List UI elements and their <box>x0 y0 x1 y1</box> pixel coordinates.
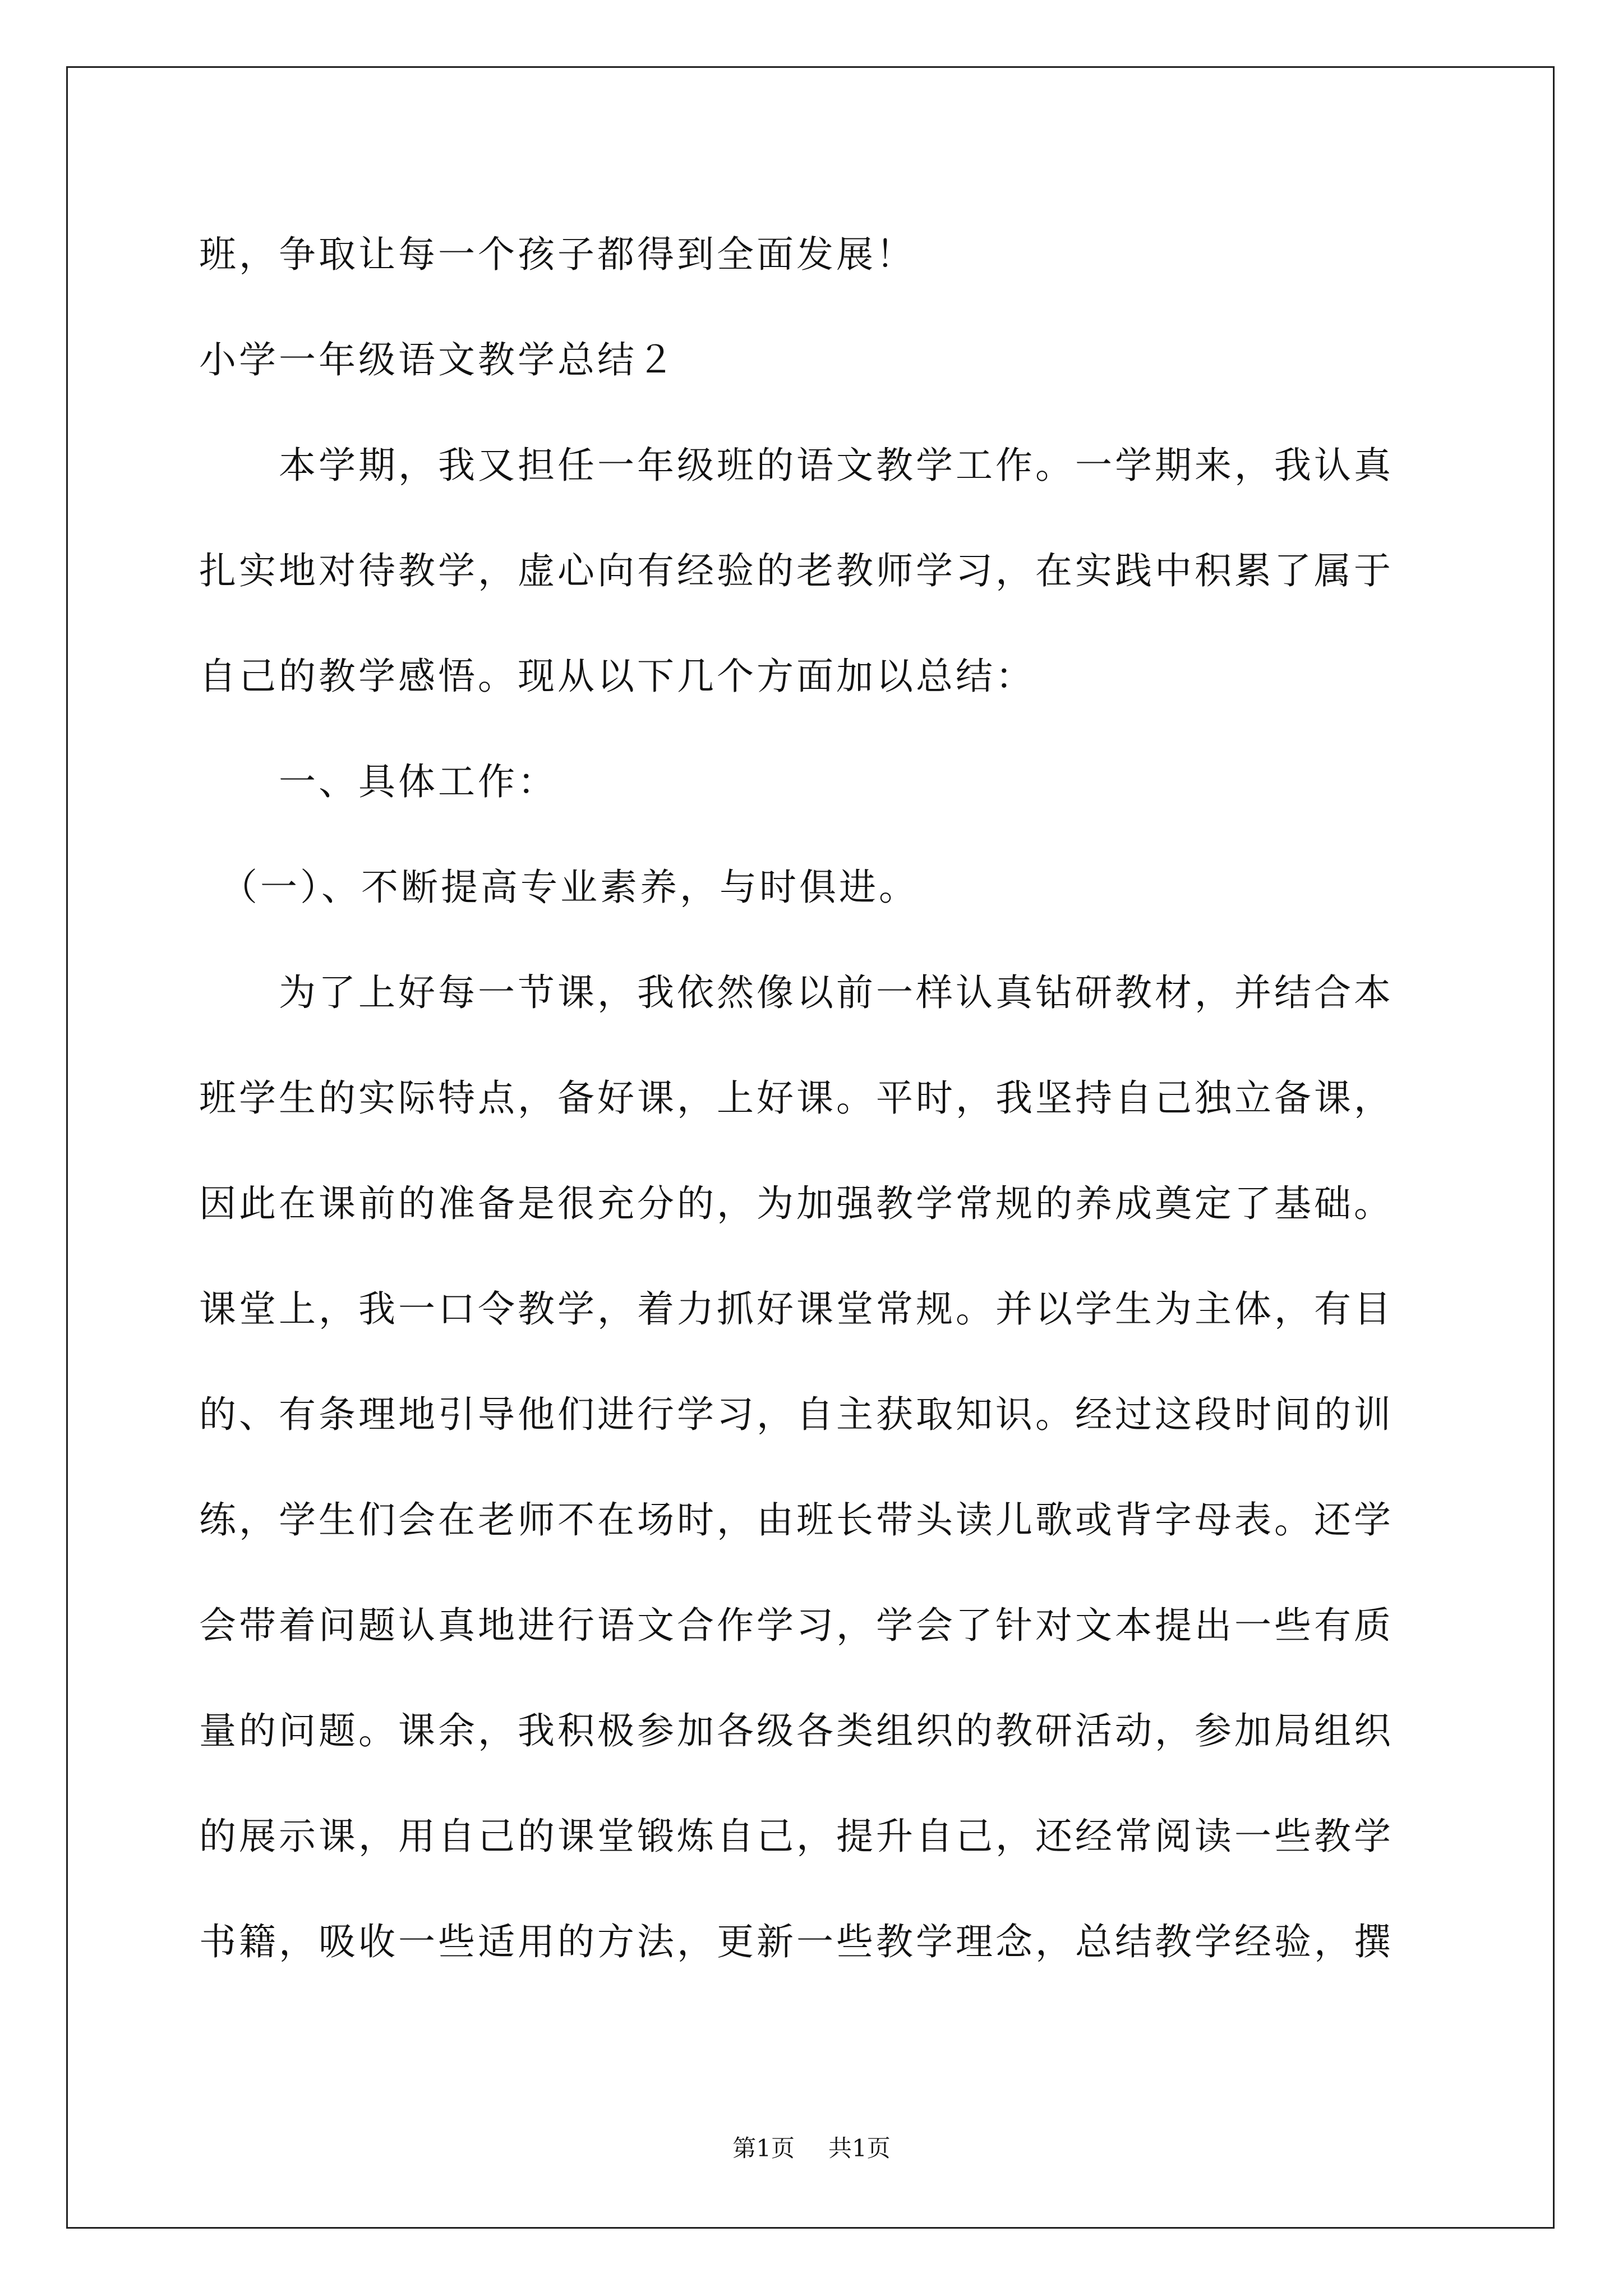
text-line: 本学期，我又担任一年级班的语文教学工作。一学期来，我认真 <box>199 444 1394 487</box>
page-footer <box>0 2132 1623 2165</box>
document-body <box>199 202 1433 1995</box>
text-line: 因此在课前的准备是很充分的，为加强教学常规的养成奠定了基础。 <box>199 1182 1394 1225</box>
text-line: 量的问题。课余，我积极参加各级各类组织的教研活动，参加局组织 <box>199 1709 1394 1752</box>
subheading: （一）、不断提高专业素养，与时俱进。 <box>199 866 919 909</box>
text-line: 练，学生们会在老师不在场时，由班长带头读儿歌或背字母表。还学 <box>199 1498 1394 1542</box>
text-line: 扎实地对待教学，虚心向有经验的老教师学习，在实践中积累了属于 <box>199 549 1394 592</box>
text-line: 为了上好每一节课，我依然像以前一样认真钻研教材，并结合本 <box>199 971 1394 1014</box>
text-line: 自己的教学感悟。现从以下几个方面加以总结： <box>199 655 1035 698</box>
subheading: 一、具体工作： <box>199 760 557 803</box>
text-line: 班，争取让每一个孩子都得到全面发展！ <box>199 233 916 276</box>
section-heading: 小学一年级语文教学总结２ <box>199 338 677 381</box>
text-line: 课堂上，我一口令教学，着力抓好课堂常规。并以学生为主体，有目 <box>199 1287 1394 1331</box>
text-line: 书籍，吸收一些适用的方法，更新一些教学理念，总结教学经验，撰 <box>199 1920 1394 1963</box>
text-line: 会带着问题认真地进行语文合作学习，学会了针对文本提出一些有质 <box>199 1604 1394 1647</box>
page-total: 共1页 <box>828 2134 891 2162</box>
page-number: 第1页 <box>732 2134 795 2162</box>
text-line: 班学生的实际特点，备好课，上好课。平时，我坚持自己独立备课， <box>199 1076 1394 1120</box>
text-line: 的展示课，用自己的课堂锻炼自己，提升自己，还经常阅读一些教学 <box>199 1815 1394 1858</box>
text-line: 的、有条理地引导他们进行学习，自主获取知识。经过这段时间的训 <box>199 1393 1394 1436</box>
